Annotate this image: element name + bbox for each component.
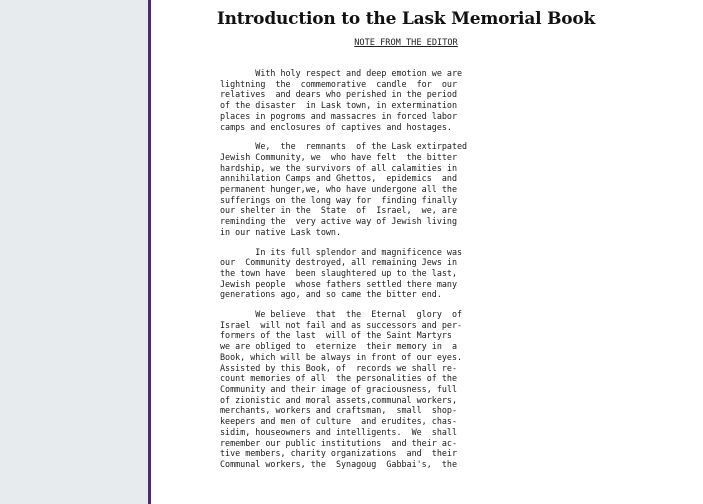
paragraph: We believe that the Eternal glory of Israel will not fail and as successors and per- formers of the last will of the Saint Martyrs we are obliged to eternize their memory in a Book, which will be always in front of our eyes. Assisted by this Book, of records we shall re- count memories of all the personalities of the Community and their image of graciousness, full of zionistic and moral assets,communal workers, merchants, workers and craftsman, small shop- keepers and men of culture and erudites, chas- sidim, houseowners and intelligents. We shall remember our public institutions and their ac- tive members, charity organizations and their Communal workers, the Synagoug Gabbai's, the (220, 309, 463, 469)
paragraph: We, the remnants of the Lask extirpated Jewish Community, we who have felt the bitter hardship, we the survivors of all calamities in annihilation Camps and Ghettos, epidemics and permanent hunger,we, who have undergone all the sufferings on the long way for finding finally our shelter in the State of Israel, we, are reminding the very active way of Jewish living in our native Lask town. (220, 141, 468, 237)
left-margin-panel (0, 0, 148, 504)
paragraph: With holy respect and deep emotion we are lightning the commemorative candle for our relatives and dears who perished in the period of the disaster in Lask town, in extermination places in pogroms and massacres in forced labor camps and enclosures of captives and hostages. (220, 68, 463, 132)
document-body (220, 68, 488, 479)
page-title: Introduction to the Lask Memorial Book (216, 9, 596, 29)
paragraph: In its full splendor and magnificence was our Community destroyed, all remaining Jews in the town have been slaughtered up to the last, Jewish people whose fathers settled there many generations ago, and so came the bitter end. (220, 246, 463, 300)
document-page (151, 0, 703, 504)
section-subtitle: NOTE FROM THE EDITOR (354, 38, 458, 48)
